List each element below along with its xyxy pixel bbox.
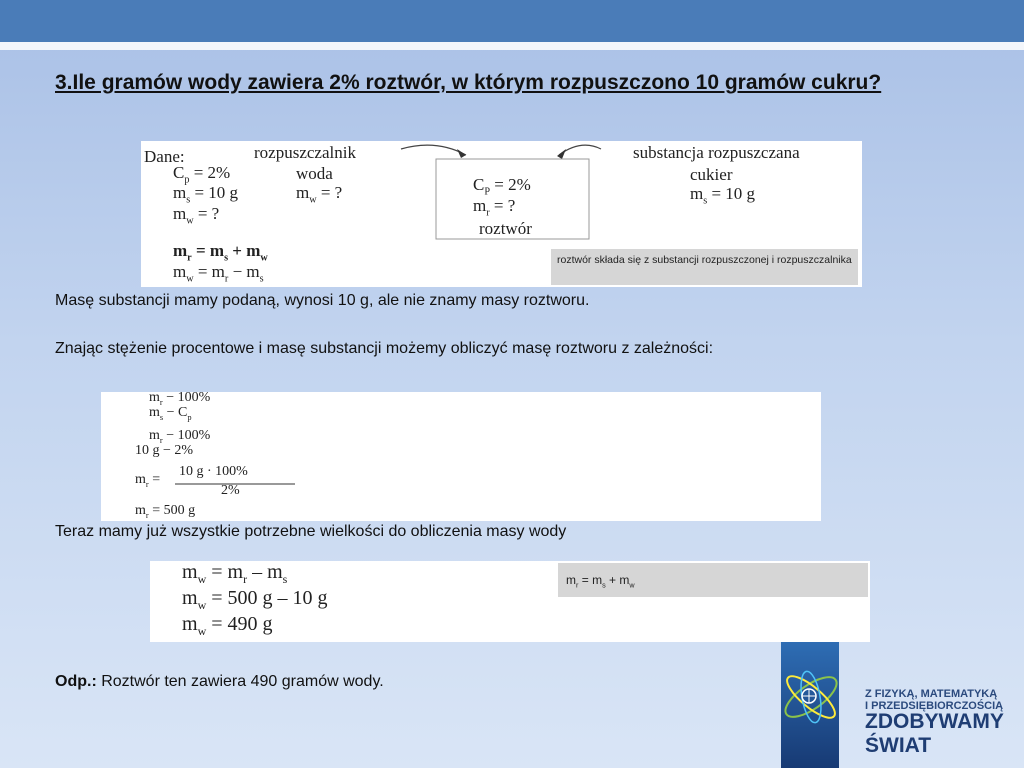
prop-line-2: $m_s - C_p$ (149, 405, 192, 422)
woda-label: woda (296, 164, 333, 183)
fraction-numerator: 10 g · 100% (179, 464, 248, 479)
formula-reminder: $m_r = m_s + m_w$ (558, 563, 868, 597)
water-mass-image (150, 561, 870, 642)
question-heading: 3.Ile gramów wody zawiera 2% roztwór, w którym rozpuszczono 10 gramów cukru? (55, 71, 882, 94)
answer-text: Roztwór ten zawiera 490 gramów wody. (96, 673, 384, 690)
top-bar (0, 0, 1024, 42)
mw-solvent: $m_w$ = ? (296, 183, 343, 206)
prop-line-3: $m_r - 100\%$ (149, 428, 211, 445)
prop-line-1: $m_r - 100\%$ (149, 392, 211, 407)
roztwor-label: roztwór (479, 219, 532, 238)
solution-note (551, 249, 858, 285)
prop-line-4: 10 g − 2% (135, 443, 194, 458)
cp-given: $C_p = 2\%$ (173, 163, 231, 186)
mr-fraction-lhs: $m_r$ = (135, 472, 161, 489)
cp-solution: $C_P = 2\%$ (473, 175, 531, 198)
logo-title (865, 710, 1004, 758)
formula-mw-diff: $m_w = m_r - m_s$ (173, 262, 264, 285)
formula-mr-sum: $m_r = m_s + m_w$ (173, 241, 268, 264)
mr-solution: $m_r$ = ? (473, 196, 516, 219)
answer-label: Odp.: (55, 673, 97, 690)
logo-line-3: ZDOBYWAMY (865, 710, 1004, 733)
dane-label: Dane: (144, 147, 185, 166)
paragraph-2: Znając stężenie procentowe i masę substancji możemy obliczyć masę roztworu z zależności: (55, 340, 714, 357)
mw-eq-3: $m_w = 490$ g (182, 613, 273, 638)
fraction-denominator: 2% (221, 483, 240, 498)
mw-eq-2: $m_w = 500$ g – 10 g (182, 587, 328, 612)
mr-result: $m_r = 500$ g (135, 503, 196, 520)
logo-emblem-icon (781, 642, 856, 768)
solution-note-text: roztwór składa się z substancji rozpuszczonej i rozpuszczalnika (557, 254, 852, 266)
cukier-label: cukier (690, 165, 733, 184)
answer (55, 673, 384, 691)
top-divider (0, 42, 1024, 50)
logo-line-1: Z FIZYKĄ, MATEMATYKĄ (865, 688, 998, 700)
paragraph-1: Masę substancji mamy podaną, wynosi 10 g, ale nie znamy masy roztworu. (55, 292, 590, 309)
given-data-image (141, 141, 862, 287)
logo-tagline (865, 688, 1003, 712)
paragraph-3: Teraz mamy już wszystkie potrzebne wielkości do obliczenia masy wody (55, 523, 567, 540)
mw-given: $m_w$ = ? (173, 204, 220, 227)
logo-line-2: I PRZEDSIĘBIORCZOŚCIĄ (865, 700, 1004, 712)
mw-eq-1: $m_w = m_r - m_s$ (182, 561, 288, 586)
ms-solute: $m_s = 10$ g (690, 184, 756, 207)
logo-line-4: ŚWIAT (865, 734, 932, 757)
ms-given: $m_s = 10$ g (173, 183, 239, 206)
substancja-label: substancja rozpuszczana (633, 143, 800, 162)
rozpuszczalnik-label: rozpuszczalnik (254, 143, 356, 162)
proportion-image (101, 392, 821, 521)
